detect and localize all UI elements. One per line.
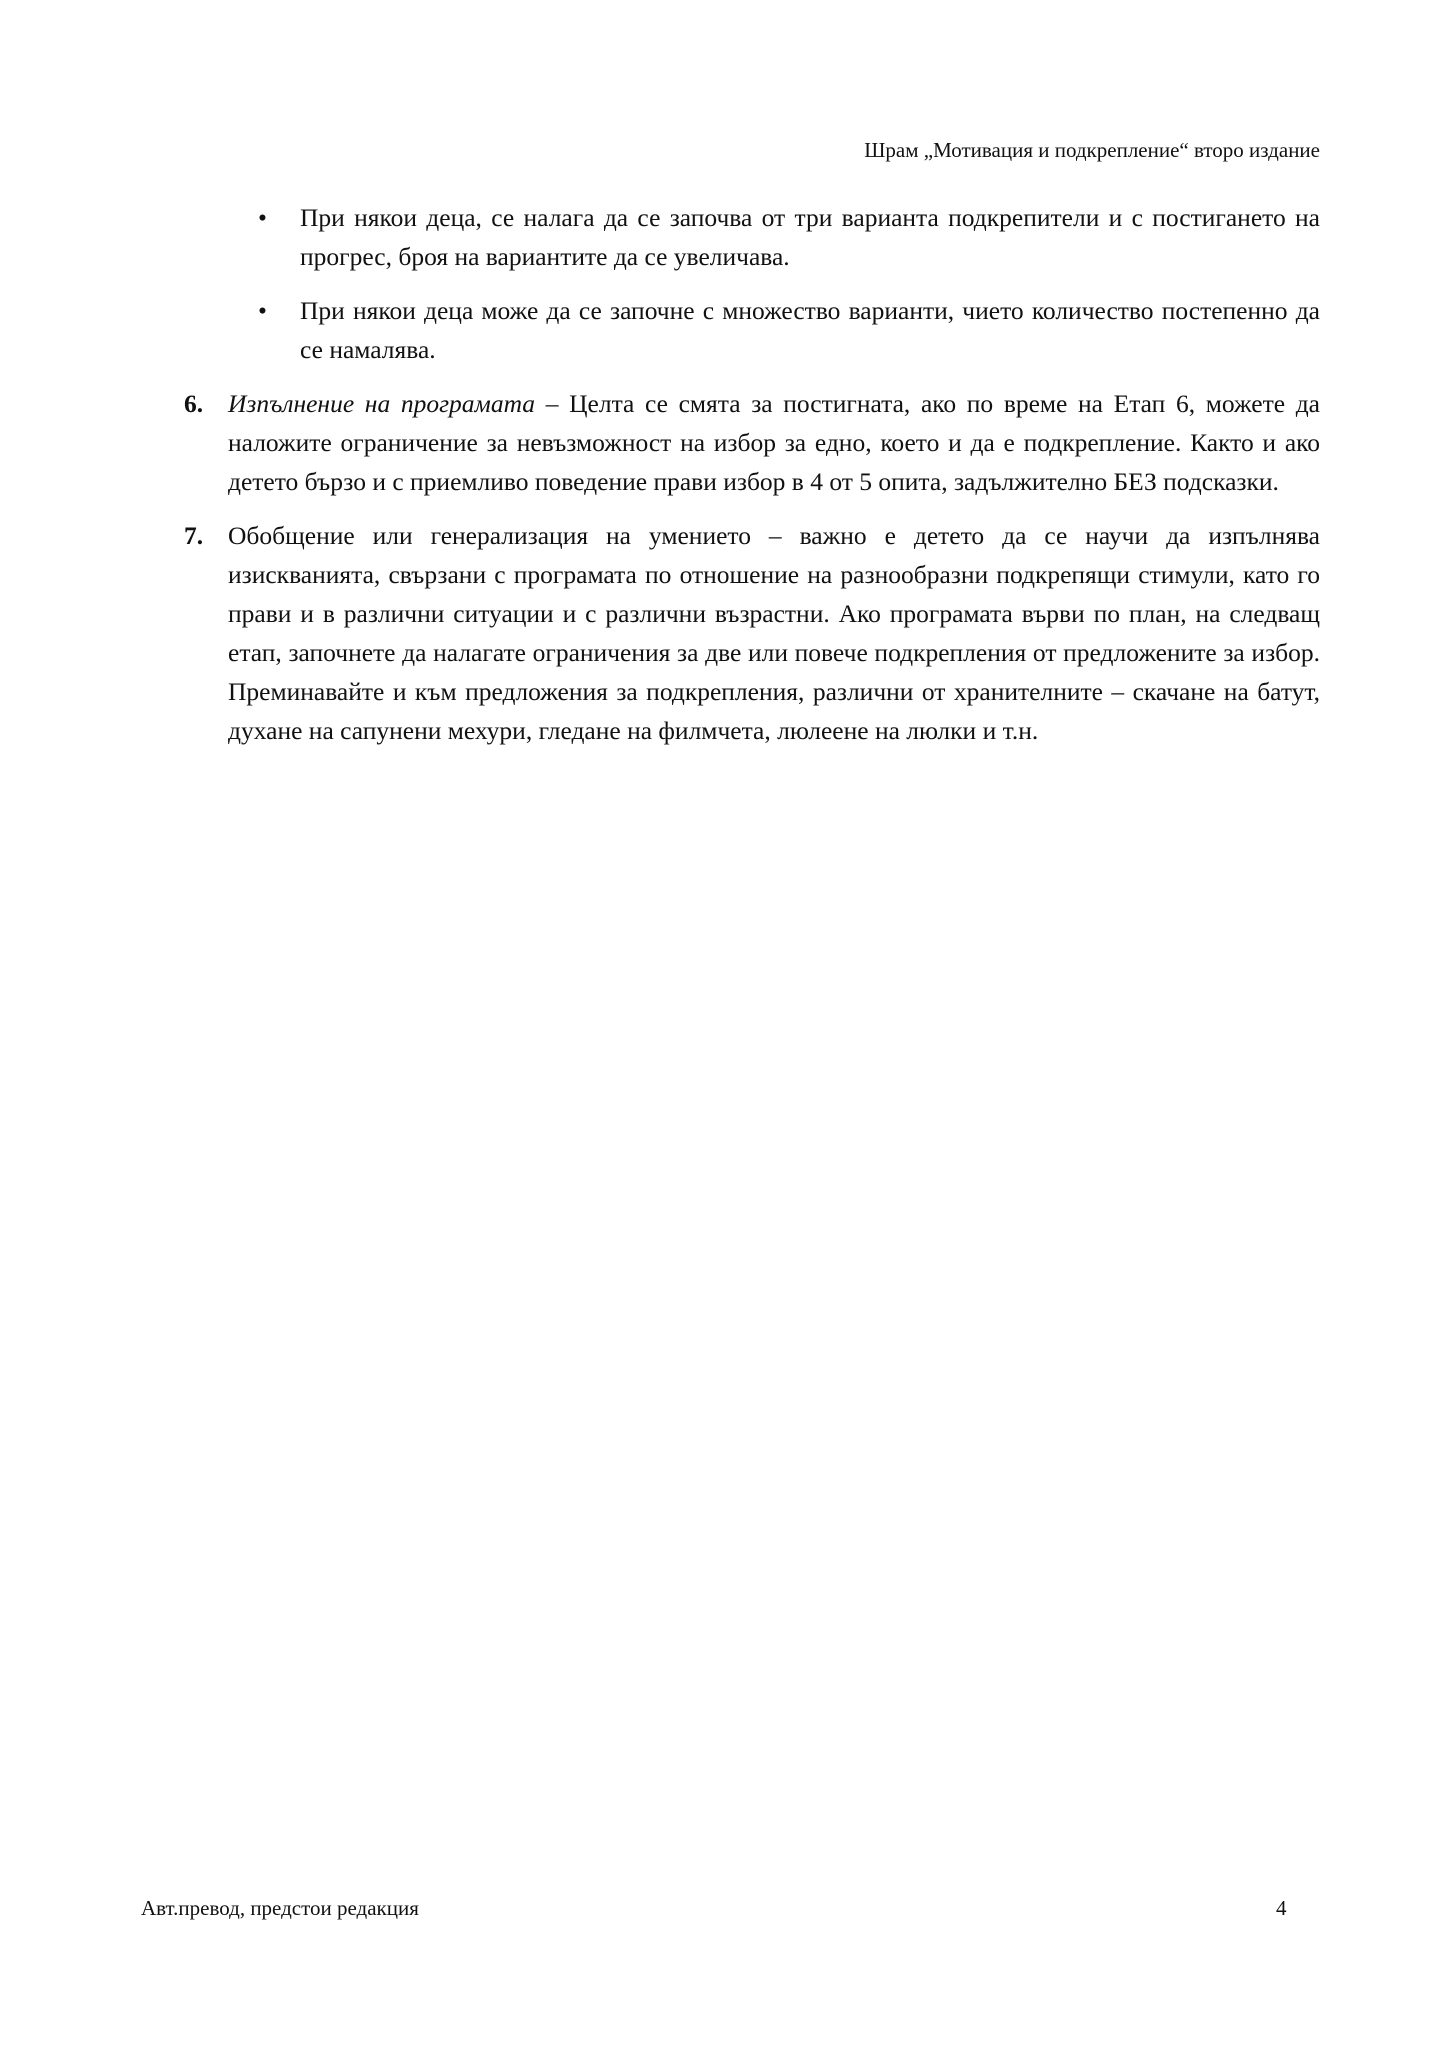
numbered-item-7 (184, 516, 1320, 750)
item-text: – Целта се смята за постигната, ако по време на Етап 6, можете да наложите ограничение за невъзможност на избор за едно, което и да е подкрепление. Както и ако детето бързо и с приемливо поведение прави избор в 4 от 5 опита, задължително БЕЗ подсказки. (228, 389, 1320, 496)
item-number: 6. (184, 389, 204, 418)
footer-note: Авт.превод, предстои редакция (141, 1896, 419, 1920)
item-title: Изпълнение на програмата (228, 389, 536, 418)
item-text: Обобщение или генерализация на умението – важно е детето да се научи да изпълнява изискванията, свързани с програмата по отношение на разнообразни подкрепящи стимули, като го прави и в различни ситуации и с различни възрастни. Ако програмата върви по план, на следващ етап, започнете да налагате ограничения за две или повече подкрепления от предложените за избор. Преминавайте и към предложения за подкрепления, различни от хранителните – скачане на батут, духане на сапунени мехури, гледане на филмчета, люлеене на люлки и т.н. (228, 521, 1320, 745)
bullet-marker: • (258, 296, 267, 325)
numbered-item-6 (184, 384, 1320, 501)
bullet-item (184, 198, 1320, 276)
running-header: Шрам „Мотивация и подкрепление“ второ издание (864, 138, 1320, 162)
bullet-text: При някои деца може да се започне с множество варианти, чието количество постепенно да се намалява. (300, 296, 1320, 364)
bullet-text: При някои деца, се налага да се започва от три варианта подкрепители и с постигането на прогрес, броя на вариантите да се увеличава. (300, 203, 1320, 271)
bullet-marker: • (258, 203, 267, 232)
page-number: 4 (1276, 1896, 1287, 1920)
item-number: 7. (184, 521, 204, 550)
page-body (184, 198, 1320, 765)
bullet-item (184, 291, 1320, 369)
